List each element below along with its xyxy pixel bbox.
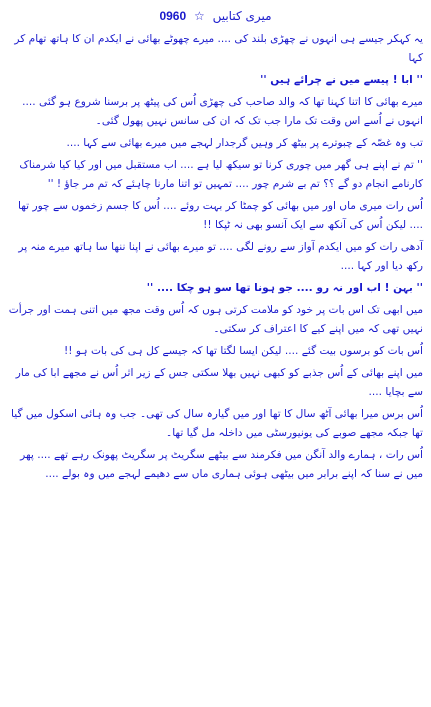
page-number: 0960 [159, 9, 187, 23]
page-header [0, 8, 431, 24]
quote-paragraph: '' بہن ! اب اور نہ رو .... جو ہونا تھا سو ہو چکا .... '' [146, 282, 423, 294]
paragraph: میں اپنے بھائی کے اُس جذبے کو کبھی نہیں بھلا سکتی جس کے زیر اثر اُس نے مجھے ابا کی مار سے بچایا .... [15, 367, 423, 398]
paragraph: میں ابھی تک اس بات پر خود کو ملامت کرتی ہوں کہ اُس وقت مجھ میں اتنی ہمت اور جرأت نہیں تھی کہ میں اپنے کیے کا اعتراف کر سکتی۔ [8, 304, 423, 335]
header-title: میری کتابیں [212, 9, 272, 23]
paragraph: اُس رات ، ہمارے والد آنگن میں فکرمند سے بیٹھے سگریٹ پر سگریٹ پھونک رہے تھے .... پھر میں نے سنا کہ اپنے برابر میں بیٹھی ہوئی ہماری ماں سے دھیمے لہجے میں وہ بولے .... [20, 449, 423, 480]
paragraph: میرے بھائی کا اتنا کہنا تھا کہ والد صاحب کی چھڑی اُس کی پیٹھ پر برسنا شروع ہو گئی .... انہوں نے اُسے اس وقت تک مارا جب تک کہ ان کی سانس نہیں پھول گئی۔ [22, 96, 423, 127]
paragraph: تب وہ غصّہ کے چبوترے پر بیٹھ کر وہیں گرجدار لہجے میں میرے بھائی سے کہا .... [66, 137, 423, 149]
quote-paragraph: '' ابا ! پیسے میں نے چرائے ہیں '' [260, 74, 423, 86]
paragraph: یہ کہکر جیسے ہی انہوں نے چھڑی بلند کی .... میرے چھوٹے بھائی نے ایکدم ان کا ہاتھ تھام کر کہا [14, 33, 423, 64]
star-icon: ☆ [193, 9, 205, 23]
paragraph: اُس رات میری ماں اور میں بھائی کو چمٹا کر بہت روئے .... اُس کا جسم زخموں سے چور تھا .... لیکن اُس کی آنکھ سے ایک آنسو بھی نہ ٹپکا !! [18, 200, 423, 231]
paragraph: اُس برس میرا بھائی آٹھ سال کا تھا اور میں گیارہ سال کی تھی۔ جب وہ ہائی اسکول میں گیا تھا جبکہ مجھے صوبے کی یونیورسٹی میں داخلہ مل گیا تھا۔ [11, 408, 423, 439]
paragraph: آدھی رات کو میں ایکدم آواز سے رونے لگی .... تو میرے بھائی نے اپنا ننھا سا ہاتھ میرے منہ پر رکھ دیا اور کہا .... [18, 241, 423, 272]
quote-paragraph: '' تم نے اپنے ہی گھر میں چوری کرنا تو سیکھ لیا ہے .... اب مستقبل میں اور کیا کیا شرمناک کارنامے انجام دو گے ؟؟ تم بے شرم چور .... تمہیں تو اتنا مارنا چاہئے کہ تم مر جاؤ ! '' [19, 159, 423, 190]
document-body [8, 30, 423, 487]
paragraph: اُس بات کو برسوں بیت گئے .... لیکن ایسا لگتا تھا کہ جیسے کل ہی کی بات ہو !! [64, 345, 423, 357]
